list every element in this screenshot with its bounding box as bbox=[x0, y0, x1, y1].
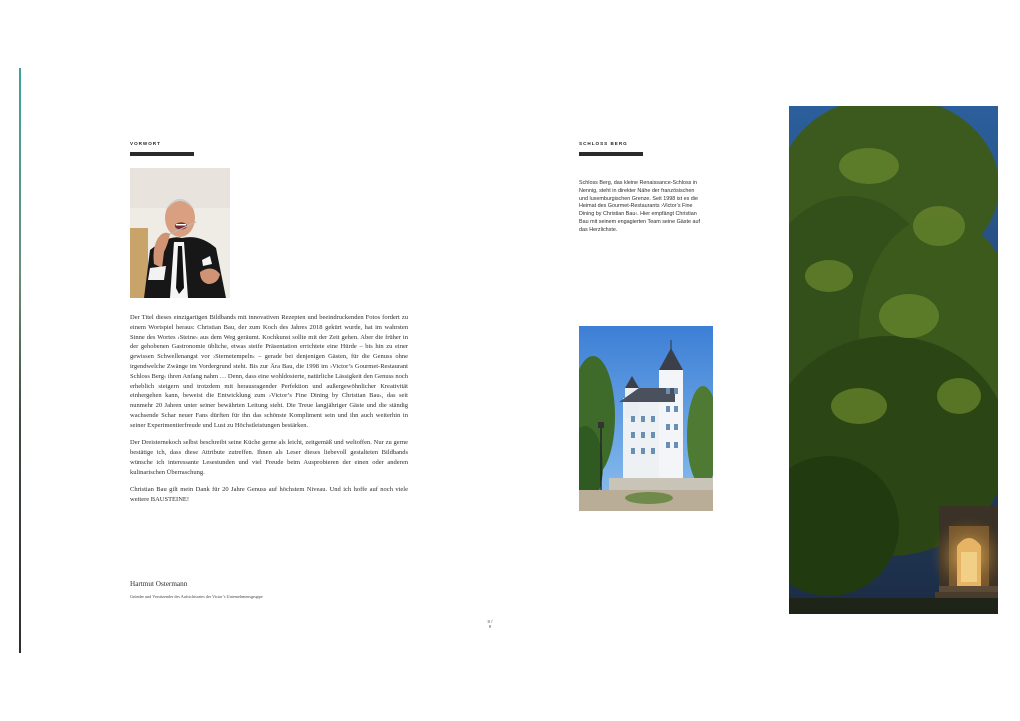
section-label-foreword: VORWORT bbox=[130, 141, 161, 146]
foreword-paragraph: Der Dreisternekoch selbst beschreibt seine Küche gerne als leicht, zeitgemäß und weltoffen. Nur zu gerne bestätige ich, dass diese Attribute zutreffen. Ihnen als Leser dieses liebevoll gestalteten Bildbands wünsche ich interessante Lesestunden und viel Freude beim Ausprobieren der einen oder anderen kulinarischen Überraschung. bbox=[130, 439, 408, 476]
foreword-text bbox=[130, 313, 408, 513]
signature-name: Hartmut Ostermann bbox=[130, 580, 188, 588]
foreword-paragraph: Der Titel dieses einzigartigen Bildbands mit innovativen Rezepten und beeindruckenden Fotos fordert zu einem Wortspiel heraus: Christian Bau, der zum Koch des Jahres 2018 gekürt wurde, hat im wahrsten Sinne des Wortes ›Steine‹ aus dem Weg geräumt. Kochkunst sollte mit der Zeit gehen. Aber die früher in der gehobenen Gastronomie übliche, etwas steife Präsentation errichtete eine Hürde – bis hin zu einer gewissen Schwellenangst vor ›Sternetempeln‹ – gerade bei denjenigen Gästen, für die Genuss ohne irgendwelche Zwänge im Vordergrund steht. Bis zur Ära Bau, die 1998 im ›Victor’s Gourmet-Restaurant Schloss Berg‹ ihren Anfang nahm … Denn, dass eine wohldosierte, natürliche Lässigkeit den Genuss noch erheblich steigern und trotzdem mit herausragender Perfektion und außergewöhnlicher Kreativität einhergehen kann, beweist die Entwicklung zum ›Victor’s Fine Dining by Christian Bau‹, das seit nunmehr 20 Jahren unter seiner bewährten Leitung steht. Die Treue langjähriger Gäste und die ständig wachsende Schar neuer Fans dürften für ihn das schönste Kompliment sein und ihn auch weiterhin in seiner Experimentierfreude und Lust zu Höchstleistungen bestärken. bbox=[130, 314, 408, 429]
signature-role: Gründer und Vorsitzender des Aufsichtsrates der Victor’s Unternehmensgruppe bbox=[130, 594, 263, 599]
tree-night-photo bbox=[789, 106, 998, 614]
portrait-photo bbox=[130, 168, 230, 298]
section-rule-foreword bbox=[130, 152, 194, 156]
section-rule-castle bbox=[579, 152, 643, 156]
castle-photo bbox=[579, 326, 713, 511]
foreword-paragraph: Christian Bau gilt mein Dank für 20 Jahre Genuss auf höchstem Niveau. Und ich hoffe auf noch viele weitere BAUSTEINE! bbox=[130, 486, 408, 504]
section-label-castle: SCHLOSS BERG bbox=[579, 141, 628, 146]
page-spine bbox=[19, 68, 21, 653]
castle-caption: Schloss Berg, das kleine Renaissance-Schloss in Nennig, steht in direkter Nähe der französischen und luxemburgischen Grenze. Seit 1998 ist es die Heimat des Gourmet-Restaurants ›Victor’s Fine Dining by Christian Bau‹. Hier empfängt Christian Bau mit seinem engagierten Team seine Gäste auf das Herzlichste. bbox=[579, 180, 700, 233]
page-number: 8 / 9 bbox=[487, 619, 493, 629]
